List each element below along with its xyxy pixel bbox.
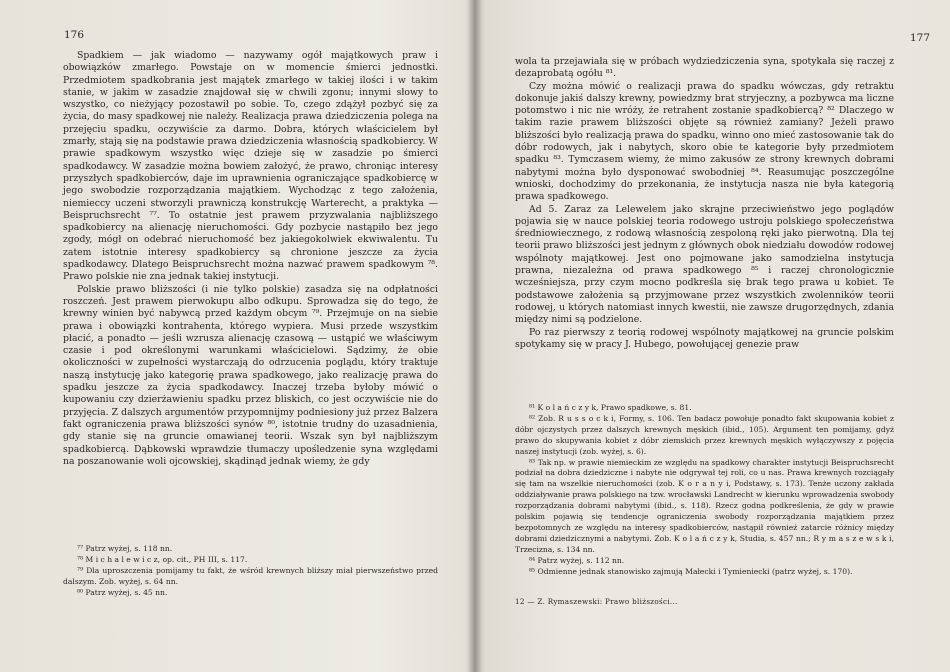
footnote: ⁷⁷ Patrz wyżej, s. 118 nn.	[77, 544, 173, 553]
main-text	[515, 56, 894, 351]
paragraph: wola ta przejawiała się w próbach wydziedziczenia syna, spotykała się raczej z dezaprobatą ogółu ⁸¹.	[515, 56, 894, 80]
footnote: ⁸⁵ Odmienne jednak stanowisko zajmują Małecki i Tymieniecki (patrz wyżej, s. 170).	[529, 566, 853, 576]
page-number: 177	[910, 32, 931, 44]
paragraph: Ad 5. Zaraz za Lelewelem jako skrajne przeciwieństwo jego poglądów pojawia się w nauce polskiej teoria rodowego ustroju polskiego społeczeństwa średniowiecznego, z rodową własnością zespoloną ręki jako pierwotną. Dla tej teorii prawo bliższości jest jednym z głównych obok niedziału dowodów rodowej wspólnoty majątkowej. Jest ono pojmowane jako samodzielna instytucja prawna, niezależna od prawa spadkowego ⁸⁵ i raczej chronologicznie wcześniejsza, przy czym mocno podkreśla się brak tego prawa u kobiet. Te podstawowe założenia są przyjmowane przez wszystkich zwolenników teorii rodowej, u których natomiast innych kwestii, nie zawsze drugorzędnych, zdania między nimi są podzielone.	[515, 203, 894, 326]
footnote: ⁷⁹ Dla uproszczenia pomijamy tu fakt, że wśród krewnych bliższy miał pierwszeństwo przed dalszym. Zob. wyżej, s. 64 nn.	[63, 565, 438, 586]
footnote: ⁸² Zob. R u s s o c k i, Formy, s. 106. Ten badacz powołuje ponadto fakt skupowania kobiet z dóbr ojczystych przez dalszych krewnych męskich (ibid., 105). Argument ten pomijamy, gdyż prawo do skupywania kobiet z dóbr ziemskich przez krewnych męskich wyłączywszy z pojęcia naszej instytucji (zob. wyżej, s. 6).	[515, 413, 894, 456]
page-number: 176	[64, 29, 85, 41]
footnote: ⁸⁰ Patrz wyżej, s. 45 nn.	[77, 587, 168, 597]
running-foot: 12 — Z. Rymaszewski: Prawo bliższości...	[515, 597, 678, 606]
footnotes	[515, 403, 894, 578]
footnote: ⁸³ Tak np. w prawie niemieckim ze względu na spadkowy charakter instytucji Beispruchsrecht podział na dobra dziedziczne i nabyte nie odgrywał tej roli, co u nas. Prawa krewnych rozciągały się tam na wszelkie nieruchomości (zob. K o r a n y i, Podstawy, s. 173). Tenże uczony zakłada oddziaływanie prawa polskiego na tzw. wrocławski Landrecht w kierunku wprowadzenia swobody rozporządzania dobrami nabytymi (ibid., s. 118). Rzecz godna podkreślenia, że gdy w prawie polskim pojawią się tendencje ograniczenia swobody rozporządzania majątkiem przez bezpotomnych ze względu na interesy spadkobierców, nastąpił również zatarcie różnicy między dobrami dziedzicznymi a nabytymi. Zob. K o l a ń c z y k, Studia, s. 457 nn.; R y m a s z e w s k i, Trzecizna, s. 134 nn.	[515, 457, 894, 554]
right-page	[476, 0, 950, 672]
paragraph: Spadkiem — jak wiadomo — nazywamy ogół majątkowych praw i obowiązków zmarłego. Powstaje on w momencie śmierci jednostki. Przedmiotem spadkobrania jest majątek zmarłego w takiej ilości i w takim stanie, w jakim w zasadzie znajdował się w chwili zgonu; innymi słowy to wszystko, co nieżyjący pozostawił po sobie. To, czego zdążył pozbyć się za życia, do masy spadkowej nie należy. Realizacja prawa dziedziczenia polega na przejęciu spadku, oczywiście za darmo. Dobra, których właścicielem był zmarły, stają się na podstawie prawa dziedziczenia własnością spadkobiercy. W prawie spadkowym wszystko więc dzieje się w zasadzie po śmierci spadkodawcy. W zasadzie można bowiem założyć, że prawo, chroniąc interesy przyszłych spadkobierców, daje im uprawnienia ograniczające spadkobiercę w jego swobodzie rozporządzania majątkiem. Wychodząc z tego założenia, niemieccy uczeni stworzyli prawniczą konstrukcję Warterecht, a praktyka — Beispruchsrecht ⁷⁷. To ostatnie jest prawem przyzwalania najbliższego spadkobiercy na alienację nieruchomości. Gdy pozbycie nastąpiło bez jego zgody, mógł on odebrać nieruchomość bez jakiegokolwiek ekwiwalentu. Tu zatem istotnie interesy spadkobiercy są chronione jeszcze za życia spadkodawcy. Dlatego Beispruchsrecht można nazwać prawem spadkowym ⁷⁸. Prawo polskie nie zna jednak takiej instytucji.	[63, 50, 438, 283]
main-text	[63, 50, 438, 468]
paragraph: Polskie prawo bliższości (i nie tylko polskie) zasadza się na odpłatności roszczeń. Jest prawem pierwokupu albo odkupu. Sprowadza się do tego, że krewny winien być nabywcą przed każdym obcym ⁷⁹. Przejmuje on na siebie prawa i obowiązki kontrahenta, którego wypiera. Musi przede wszystkim płacić, a ponadto — jeśli wzrusza alienację czasową — ustąpić we właściwym czasie i pod określonymi warunkami właścicielowi. Sądzimy, że obie okoliczności w zupełności wystarczają do odrzucenia poglądu, który traktuje naszą instytucję jako kategorię prawa spadkowego, jako realizację prawa do spadku jeszcze za życia spadkodawcy. Inaczej trzeba byłoby mówić o kupowaniu czy dzierżawieniu spadku przez bliskich, co jest oczywiście nie do przyjęcia. Z dalszych argumentów przypomnijmy podniesiony już przez Balzera fakt ograniczenia prawa bliższości synów ⁸⁰, istotnie trudny do uzasadnienia, gdy stanie się na gruncie omawianej teorii. Wszak syn był najbliższym spadkobiercą. Dąbkowski wprawdzie tłumaczy upośledzenie syna względami na poszanowanie woli ojcowskiej, skądinąd jednak wiemy, że gdy	[63, 283, 438, 467]
paragraph: Po raz pierwszy z teorią rodowej wspólnoty majątkowej na gruncie polskim spotykamy się w pracy J. Hubego, powołującej genezie praw	[515, 326, 894, 350]
footnote: ⁷⁸ M i c h a l e w i c z, op. cit., PH III, s. 117.	[77, 554, 248, 564]
paragraph: Czy można mówić o realizacji prawa do spadku wówczas, gdy retraktu dokonuje jakiś dalszy krewny, powiedzmy brat stryjeczny, a pozbywca ma liczne potomstwo i nic nie wróży, że retrahent zostanie spadkobiercą? ⁸² Dlaczego w takim razie prawem bliższości objęte są również zamiany? Jeżeli prawo bliższości było realizacją prawa do spadku, winno ono mieć zastosowanie tak do dóbr rodowych, jak i nabytych, skoro obie te kategorie były przedmiotem spadku ⁸³. Tymczasem wiemy, że mimo zakusów ze strony krewnych dobrami nabytymi można było dysponować swobodniej ⁸⁴. Reasumując poszczególne wnioski, dochodzimy do przekonania, że instytucja nasza nie była kategorią prawa spadkowego.	[515, 80, 894, 203]
left-page	[0, 0, 474, 672]
footnote: ⁸⁴ Patrz wyżej, s. 112 nn.	[529, 555, 625, 565]
footnotes	[63, 544, 438, 599]
footnote: ⁸¹ K o l a ń c z y k, Prawo spadkowe, s. 81.	[529, 403, 692, 412]
